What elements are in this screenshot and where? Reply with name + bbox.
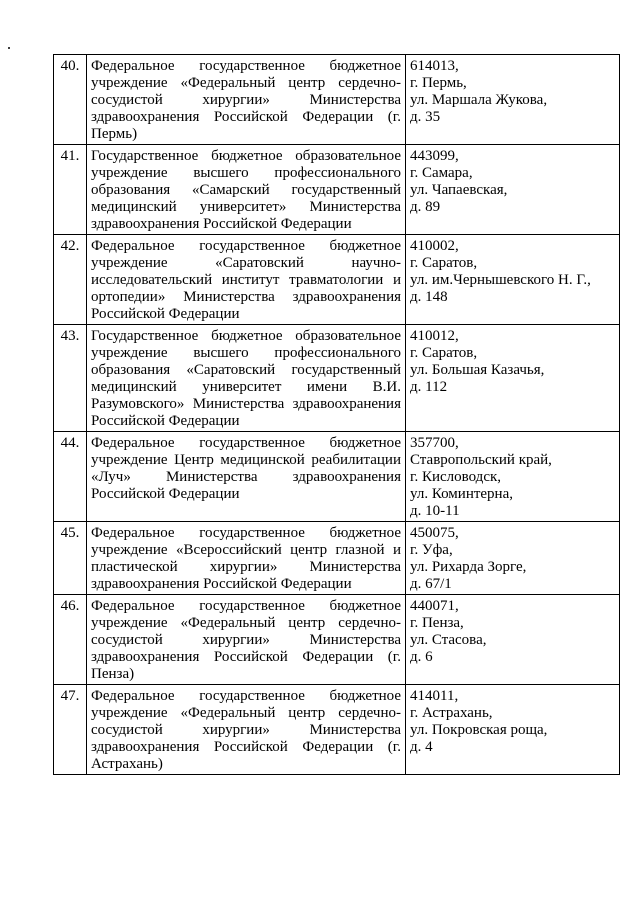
institution-name: Государственное бюджетное образовательное учреждение высшего профессионального образования «Саратовский государственный медицинский университет имени В.И. Разумовского» Министерства здравоохранения Российской Федерации [87, 325, 406, 432]
table-row [54, 522, 620, 595]
institution-name: Федеральное государственное бюджетное учреждение «Федеральный центр сердечно-сосудистой хирургии» Министерства здравоохранения Российской Федерации (г. Пенза) [87, 595, 406, 685]
institution-address [406, 522, 620, 595]
scan-speck [8, 47, 10, 49]
address-line: д. 4 [410, 739, 433, 755]
institutions-table [53, 54, 620, 775]
address-line: 410002, [410, 238, 459, 254]
address-line: 450075, [410, 525, 459, 541]
table-row [54, 595, 620, 685]
table-row [54, 145, 620, 235]
institution-name: Государственное бюджетное образовательное учреждение высшего профессионального образования «Самарский государственный медицинский университет» Министерства здравоохранения Российской Федерации [87, 145, 406, 235]
institution-name: Федеральное государственное бюджетное учреждение «Саратовский научно-исследовательский институт травматологии и ортопедии» Министерства здравоохранения Российской Федерации [87, 235, 406, 325]
address-line: ул. Большая Казачья, [410, 362, 545, 378]
address-line: 440071, [410, 598, 459, 614]
address-line: г. Астрахань, [410, 705, 493, 721]
address-line: г. Пенза, [410, 615, 464, 631]
row-number: 42. [54, 235, 87, 325]
address-line: д. 67/1 [410, 576, 452, 592]
address-line: 443099, [410, 148, 459, 164]
address-line: г. Саратов, [410, 345, 478, 361]
table-row [54, 325, 620, 432]
institution-address [406, 145, 620, 235]
address-line: ул. Чапаевская, [410, 182, 508, 198]
institution-address [406, 685, 620, 775]
address-line: 414011, [410, 688, 459, 704]
row-number: 43. [54, 325, 87, 432]
institution-name: Федеральное государственное бюджетное учреждение «Федеральный центр сердечно-сосудистой хирургии» Министерства здравоохранения Российской Федерации (г. Астрахань) [87, 685, 406, 775]
row-number: 40. [54, 55, 87, 145]
row-number: 44. [54, 432, 87, 522]
address-line: 614013, [410, 58, 459, 74]
institution-address [406, 432, 620, 522]
institution-address [406, 325, 620, 432]
address-line: Ставропольский край, [410, 452, 552, 468]
address-line: ул. Покровская роща, [410, 722, 548, 738]
address-line: д. 89 [410, 199, 441, 215]
address-line: д. 112 [410, 379, 448, 395]
row-number: 41. [54, 145, 87, 235]
address-line: 357700, [410, 435, 459, 451]
address-line: д. 6 [410, 649, 433, 665]
address-line: ул. Коминтерна, [410, 486, 513, 502]
address-line: ул. Маршала Жукова, [410, 92, 548, 108]
address-line: ул. Стасова, [410, 632, 487, 648]
institution-address [406, 595, 620, 685]
institution-name: Федеральное государственное бюджетное учреждение Центр медицинской реабилитации «Луч» Министерства здравоохранения Российской Федерации [87, 432, 406, 522]
address-line: г. Самара, [410, 165, 473, 181]
address-line: ул. им.Чернышевского Н. Г., [410, 272, 591, 288]
address-line: д. 10-11 [410, 503, 460, 519]
institution-address [406, 235, 620, 325]
institution-name: Федеральное государственное бюджетное учреждение «Всероссийский центр глазной и пластической хирургии» Министерства здравоохранения Российской Федерации [87, 522, 406, 595]
row-number: 46. [54, 595, 87, 685]
table-row [54, 432, 620, 522]
row-number: 47. [54, 685, 87, 775]
address-line: д. 35 [410, 109, 441, 125]
table-row [54, 685, 620, 775]
address-line: г. Пермь, [410, 75, 467, 91]
table-row [54, 55, 620, 145]
address-line: г. Кисловодск, [410, 469, 502, 485]
address-line: ул. Рихарда Зорге, [410, 559, 527, 575]
address-line: 410012, [410, 328, 459, 344]
address-line: д. 148 [410, 289, 448, 305]
address-line: г. Уфа, [410, 542, 453, 558]
table-row [54, 235, 620, 325]
institution-address [406, 55, 620, 145]
institution-name: Федеральное государственное бюджетное учреждение «Федеральный центр сердечно-сосудистой хирургии» Министерства здравоохранения Российской Федерации (г. Пермь) [87, 55, 406, 145]
row-number: 45. [54, 522, 87, 595]
address-line: г. Саратов, [410, 255, 478, 271]
